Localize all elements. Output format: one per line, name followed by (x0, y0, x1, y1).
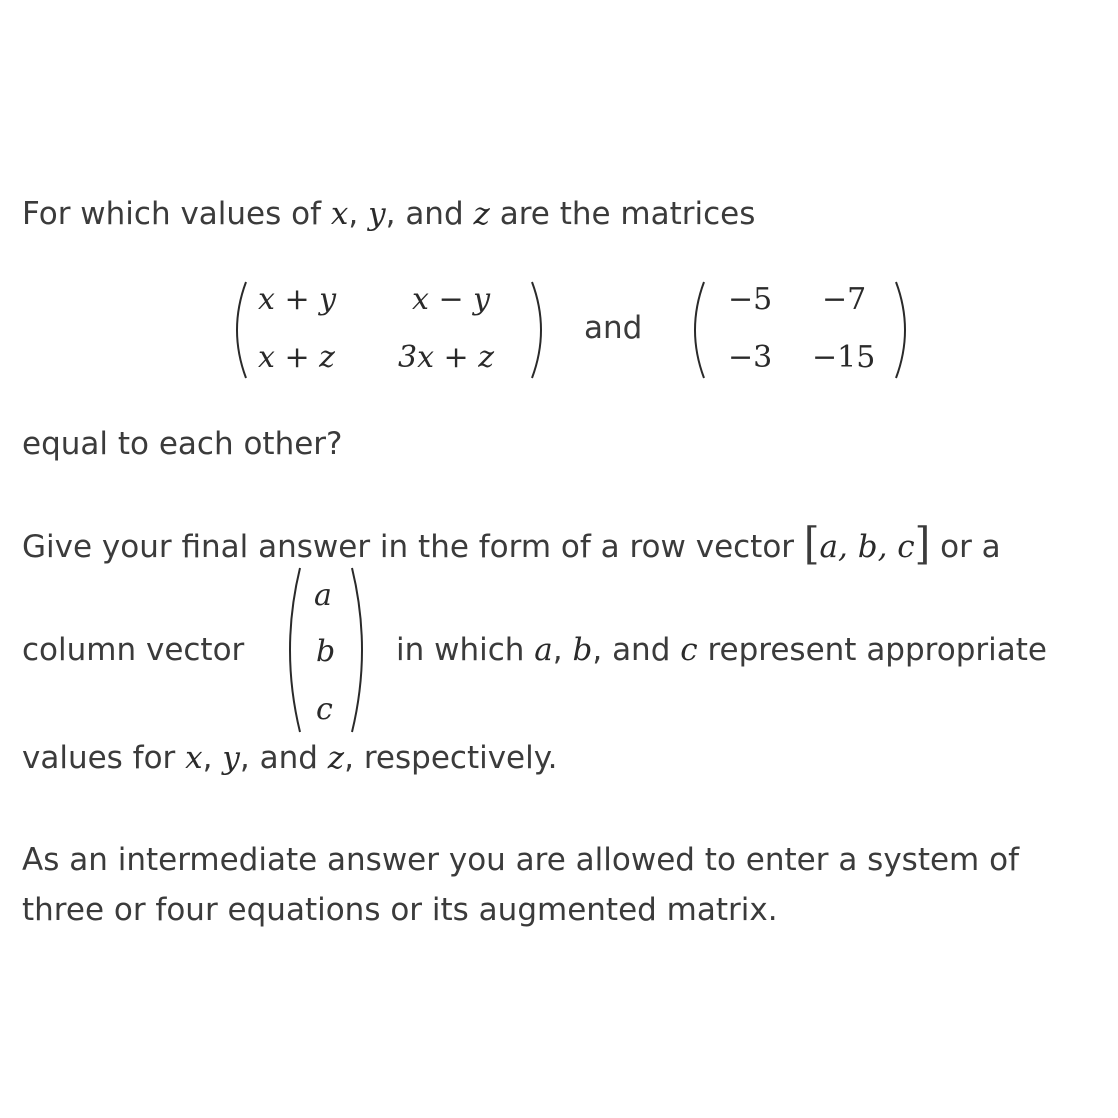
row-vector: a, b, c (819, 529, 915, 565)
right-bracket: ] (914, 518, 931, 570)
instructions-line3 (22, 738, 558, 778)
comma: , (385, 196, 396, 232)
column-vector-label: column vector (22, 632, 245, 668)
values-for: values for (22, 740, 176, 776)
and-word: and (612, 632, 671, 668)
matrix-b-r2c2: −15 (812, 340, 876, 375)
respectively: respectively. (363, 740, 558, 776)
left-bracket: [ (803, 518, 820, 570)
var-y: y (222, 740, 240, 776)
var-c: c (680, 632, 698, 668)
column-vector-a: a (314, 578, 332, 613)
column-vector-right-paren (348, 566, 374, 734)
matrix-a-r2c2: 3x + z (398, 340, 495, 375)
matrix-a-r1c1: x + y (258, 282, 337, 317)
comma: , (202, 740, 213, 776)
var-x: x (185, 740, 203, 776)
between-and: and (584, 310, 643, 346)
instructions-suffix: or a (940, 529, 1001, 565)
var-b: b (572, 632, 593, 668)
matrix-a-left-paren (226, 280, 250, 380)
var-z: z (473, 196, 490, 232)
instructions-line2-rest (396, 630, 1047, 670)
matrix-b-r2c1: −3 (728, 340, 773, 375)
matrix-a-r1c2: x − y (412, 282, 491, 317)
represent-appropriate: represent appropriate (707, 632, 1047, 668)
column-vector-c: c (316, 692, 333, 727)
matrix-a-r2c1: x + z (258, 340, 335, 375)
matrix-b-r1c1: −5 (728, 282, 773, 317)
var-z: z (327, 740, 345, 776)
matrix-b-r1c2: −7 (822, 282, 867, 317)
question-intro-line (22, 194, 755, 234)
instructions-line1 (22, 518, 1001, 570)
question-closing: equal to each other? (22, 426, 343, 462)
and-word: and (259, 740, 318, 776)
matrix-b-right-paren (892, 280, 916, 380)
note-line1: As an intermediate answer you are allowed to enter a system of (22, 842, 1019, 878)
note-line2: three or four equations or its augmented matrix. (22, 892, 778, 928)
comma: , (239, 740, 250, 776)
column-vector-b: b (316, 634, 336, 669)
comma: , (552, 632, 563, 668)
matrix-b-left-paren (684, 280, 708, 380)
and-word: and (405, 196, 464, 232)
var-y: y (368, 196, 386, 232)
intro-text: For which values of (22, 196, 322, 232)
var-a: a (534, 632, 553, 668)
matrix-a-right-paren (528, 280, 552, 380)
instructions-prefix: Give your final answer in the form of a row vector (22, 529, 795, 565)
comma: , (592, 632, 603, 668)
comma: , (348, 196, 359, 232)
in-which: in which (396, 632, 525, 668)
intro-suffix: are the matrices (499, 196, 756, 232)
column-vector-left-paren (278, 566, 304, 734)
comma: , (344, 740, 354, 776)
var-x: x (330, 196, 349, 232)
